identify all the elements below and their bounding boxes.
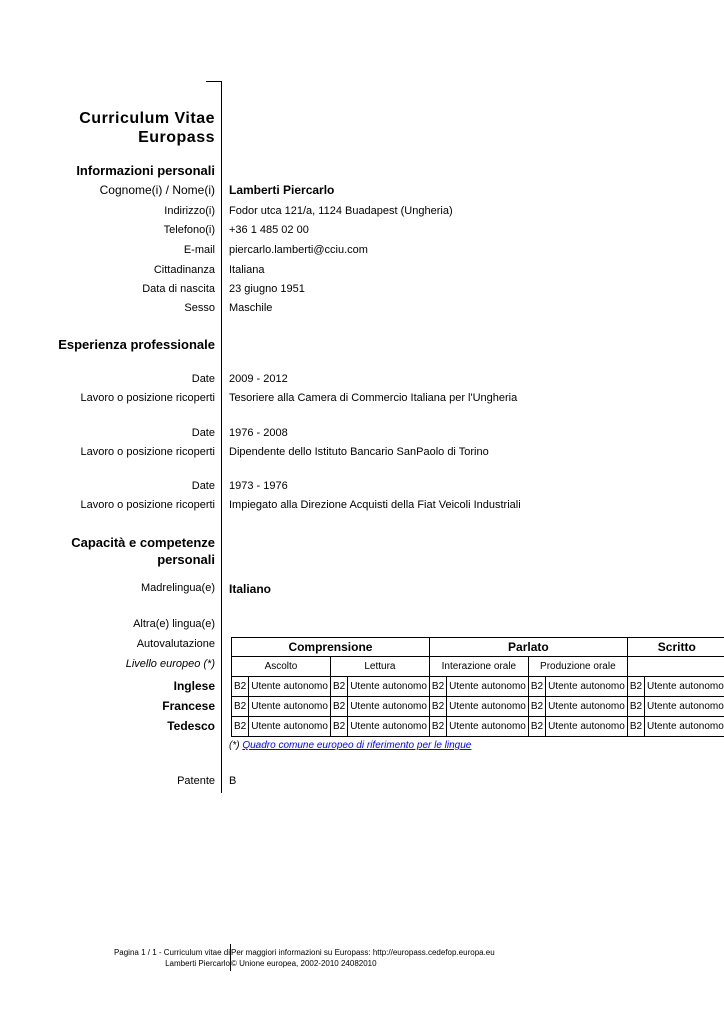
mother-tongue-label: Madrelingua(e) [141, 582, 215, 594]
level-desc: Utente autonomo [546, 717, 628, 737]
skills-title-line2: personali [157, 552, 215, 567]
level-desc: Utente autonomo [348, 677, 430, 697]
birthdate-label: Data di nascita [142, 283, 215, 295]
experience-date-value: 1976 - 2008 [229, 427, 288, 439]
email-label: E-mail [183, 244, 215, 256]
footer-left [114, 947, 230, 969]
experience-date-value: 1973 - 1976 [229, 480, 288, 492]
experience-job-label: Lavoro o posizione ricoperti [80, 446, 215, 458]
language-name: Francese [162, 699, 215, 713]
level-desc: Utente autonomo [348, 697, 430, 717]
experience-job-value: Dipendente dello Istituto Bancario SanPaolo di Torino [229, 446, 489, 458]
level-desc: Utente autonomo [546, 697, 628, 717]
level-code: B2 [429, 677, 446, 697]
level-code: B2 [429, 717, 446, 737]
level-desc: Utente autonomo [546, 677, 628, 697]
other-languages-label: Altra(e) lingua(e) [133, 618, 215, 630]
footer-author: Lamberti Piercarlo [165, 959, 230, 968]
level-desc: Utente autonomo [447, 697, 529, 717]
language-name: Inglese [173, 679, 215, 693]
mother-tongue-value: Italiano [229, 582, 272, 596]
experience-job-label: Lavoro o posizione ricoperti [80, 392, 215, 404]
language-name: Tedesco [167, 719, 215, 733]
experience-job-value: Tesoriere alla Camera di Commercio Italiana per l'Ungheria [229, 392, 518, 404]
language-assessment-table [231, 637, 724, 737]
sex-label: Sesso [184, 302, 215, 314]
header-comprensione: Comprensione [232, 638, 430, 657]
subheader-lettura: Lettura [330, 657, 429, 677]
name-value: Lamberti Piercarlo [229, 183, 335, 197]
subheader-interazione: Interazione orale [429, 657, 528, 677]
level-code: B2 [627, 677, 644, 697]
skills-section-title [71, 534, 215, 568]
subheader-produzione: Produzione orale [528, 657, 627, 677]
header-parlato: Parlato [429, 638, 627, 657]
level-desc: Utente autonomo [249, 677, 331, 697]
subheader-ascolto: Ascolto [232, 657, 331, 677]
level-code: B2 [232, 697, 249, 717]
address-value: Fodor utca 121/a, 1124 Buadapest (Ungheria) [229, 205, 453, 217]
level-code: B2 [330, 677, 347, 697]
cefr-link[interactable]: Quadro comune europeo di riferimento per le lingue [242, 740, 472, 751]
level-code: B2 [528, 677, 545, 697]
table-row [232, 677, 724, 697]
footer-right [231, 947, 495, 969]
self-assessment-label: Autovalutazione [136, 638, 215, 650]
level-desc: Utente autonomo [447, 677, 529, 697]
level-desc: Utente autonomo [645, 677, 724, 697]
level-desc: Utente autonomo [249, 697, 331, 717]
level-code: B2 [232, 677, 249, 697]
cefr-footnote [229, 740, 471, 751]
cv-title-line2: Europass [138, 129, 215, 146]
experience-job-value: Impiegato alla Direzione Acquisti della Fiat Veicoli Industriali [229, 499, 521, 511]
table-row [232, 717, 724, 737]
level-code: B2 [330, 717, 347, 737]
footer-page-info: Pagina 1 / 1 - Curriculum vitae di [113, 948, 230, 957]
phone-label: Telefono(i) [163, 224, 215, 236]
level-code: B2 [330, 697, 347, 717]
level-code: B2 [627, 717, 644, 737]
name-label: Cognome(i) / Nome(i) [99, 183, 215, 197]
footer-copyright: © Unione europea, 2002-2010 24082010 [231, 959, 377, 968]
experience-job-label: Lavoro o posizione ricoperti [80, 499, 215, 511]
experience-date-label: Date [191, 427, 215, 439]
table-header-row [232, 638, 724, 657]
footer-europass-info: Per maggiori informazioni su Europass: http://europass.cedefop.europa.eu [231, 948, 495, 957]
level-code: B2 [528, 697, 545, 717]
subheader-scritto [627, 657, 724, 677]
sex-value: Maschile [229, 302, 273, 314]
level-code: B2 [429, 697, 446, 717]
cv-title-line1: Curriculum Vitae [79, 110, 215, 127]
birthdate-value: 23 giugno 1951 [229, 283, 305, 295]
header-tick [206, 81, 222, 82]
phone-value: +36 1 485 02 00 [229, 224, 309, 236]
cv-title [79, 109, 215, 147]
experience-date-label: Date [191, 373, 215, 385]
european-level-label: Livello europeo (*) [125, 658, 215, 670]
level-code: B2 [528, 717, 545, 737]
experience-date-value: 2009 - 2012 [229, 373, 288, 385]
level-desc: Utente autonomo [645, 717, 724, 737]
experience-section-title: Esperienza professionale [58, 337, 215, 352]
column-divider [221, 81, 222, 793]
personal-section-title: Informazioni personali [76, 163, 215, 178]
table-row [232, 697, 724, 717]
footnote-marker: (*) [229, 740, 240, 751]
citizenship-value: Italiana [229, 264, 265, 276]
header-scritto: Scritto [627, 638, 724, 657]
citizenship-label: Cittadinanza [153, 264, 215, 276]
license-label: Patente [177, 775, 215, 787]
level-desc: Utente autonomo [447, 717, 529, 737]
license-value: B [229, 775, 237, 787]
skills-title-line1: Capacità e competenze [71, 535, 215, 550]
level-code: B2 [627, 697, 644, 717]
level-code: B2 [232, 717, 249, 737]
level-desc: Utente autonomo [348, 717, 430, 737]
experience-date-label: Date [191, 480, 215, 492]
table-subheader-row [232, 657, 724, 677]
level-desc: Utente autonomo [645, 697, 724, 717]
level-desc: Utente autonomo [249, 717, 331, 737]
address-label: Indirizzo(i) [164, 205, 215, 217]
email-value: piercarlo.lamberti@cciu.com [229, 244, 368, 256]
